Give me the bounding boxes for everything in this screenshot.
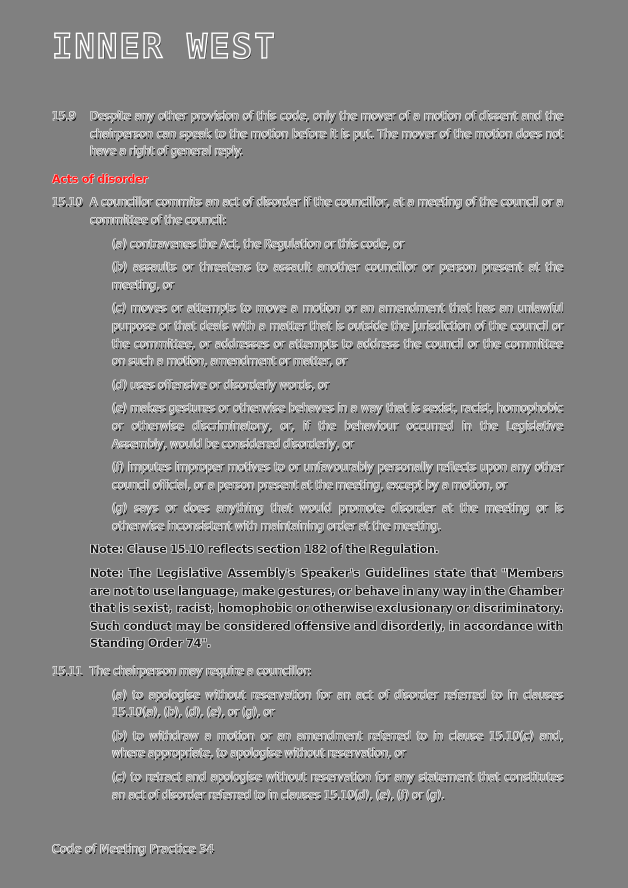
sub-item-text: imputes improper motives to or unfavourably personally reflects upon any other council official, or a person present at the meeting, except by a motion, or <box>112 461 563 492</box>
sub-item-text: says or does anything that would promote disorder at the meeting or is otherwise inconsistent with maintaining order at the meeting. <box>112 502 563 533</box>
sub-item-b <box>112 259 563 294</box>
page-number: 34 <box>199 842 215 856</box>
sub-item-text: to apologise without reservation for an act of disorder referred to in clauses 15.10(a), (b), (d), (e), or (g), or <box>112 688 563 720</box>
clause-15-10 <box>52 194 563 229</box>
clause-number: 15.9 <box>52 110 76 123</box>
clause-number: 15.10 <box>52 196 83 210</box>
sub-item-e <box>112 400 563 453</box>
sub-item-label: (b) <box>112 729 127 743</box>
sub-item-d <box>112 377 563 395</box>
clause-15-9 <box>52 108 563 161</box>
footer-title: Code of Meeting Practice <box>52 842 196 856</box>
sub-item-text: uses offensive or disorderly words, or <box>130 378 329 392</box>
sub-item-g <box>112 500 563 535</box>
clause-15-11 <box>52 663 563 681</box>
note-clause-15-10: Note: Clause 15.10 reflects section 182 of the Regulation. <box>90 543 439 557</box>
sub-item-label: (a) <box>112 688 127 702</box>
sub-item-f <box>112 459 563 494</box>
sub-item-label: (c) <box>112 302 126 316</box>
sub-item-a <box>112 687 563 722</box>
sub-item-a <box>112 236 563 254</box>
section-heading-acts-of-disorder: Acts of disorder <box>52 172 148 186</box>
clause-number: 15.11 <box>52 665 83 679</box>
sub-item-b <box>112 728 563 763</box>
sub-item-text: assaults or threatens to assault another councillor or person present at the meeting, or <box>112 261 563 292</box>
sub-item-text: makes gestures or otherwise behaves in a way that is sexist, racist, homophobic or otherwise discriminatory, or, if the behaviour occurred in the Legislative Assembly, would be considered disorderly, or <box>112 402 563 451</box>
sub-item-text: moves or attempts to move a motion or an amendment that has an unlawful purpose or that deals with a matter that is outside the jurisdiction of the council or the committee, or addresses or attempts to address the council or the committee on such a motion, amendment or matter, or <box>112 302 563 369</box>
sub-item-label: (d) <box>112 378 127 392</box>
clause-text: The chairperson may require a councillor: <box>90 665 312 679</box>
sub-item-text: to withdraw a motion or an amendment referred to in clause 15.10(c) and, where appropriate, to apologise without reservation, or <box>112 729 563 761</box>
sub-item-c <box>112 769 563 804</box>
clause-text: Despite any other provision of this code, only the mover of a motion of dissent and the chairperson can speak to the motion before it is put. The mover of the motion does not have a right of general reply. <box>90 110 563 159</box>
sub-item-c <box>112 300 563 370</box>
sub-item-text: to retract and apologise without reservation for any statement that constitutes an act of disorder referred to in clauses 15.10(d), (e), (f) or (g). <box>112 771 563 802</box>
inner-west-logo: INNER WEST <box>52 27 277 67</box>
sub-item-label: (g) <box>112 502 127 516</box>
sub-item-label: (e) <box>112 402 127 416</box>
sub-item-label: (c) <box>112 771 126 784</box>
page-footer <box>52 842 214 856</box>
document-body <box>52 108 563 810</box>
sub-item-text: contravenes the Act, the Regulation or this code, or <box>129 237 404 251</box>
note-speakers-guidelines: Note: The Legislative Assembly's Speaker's Guidelines state that "Members are not to use language, make gestures, or behave in any way in the Chamber that is sexist, racist, homophobic or otherwise exclusionary or discriminatory. Such conduct may be considered offensive and disorderly, in accordance with Standing Order 74". <box>90 567 563 651</box>
sub-item-label: (b) <box>112 261 127 275</box>
sub-item-label: (a) <box>112 237 127 251</box>
sub-item-label: (f) <box>112 461 124 475</box>
clause-text: A councillor commits an act of disorder if the councillor, at a meeting of the council or a committee of the council: <box>90 196 563 227</box>
